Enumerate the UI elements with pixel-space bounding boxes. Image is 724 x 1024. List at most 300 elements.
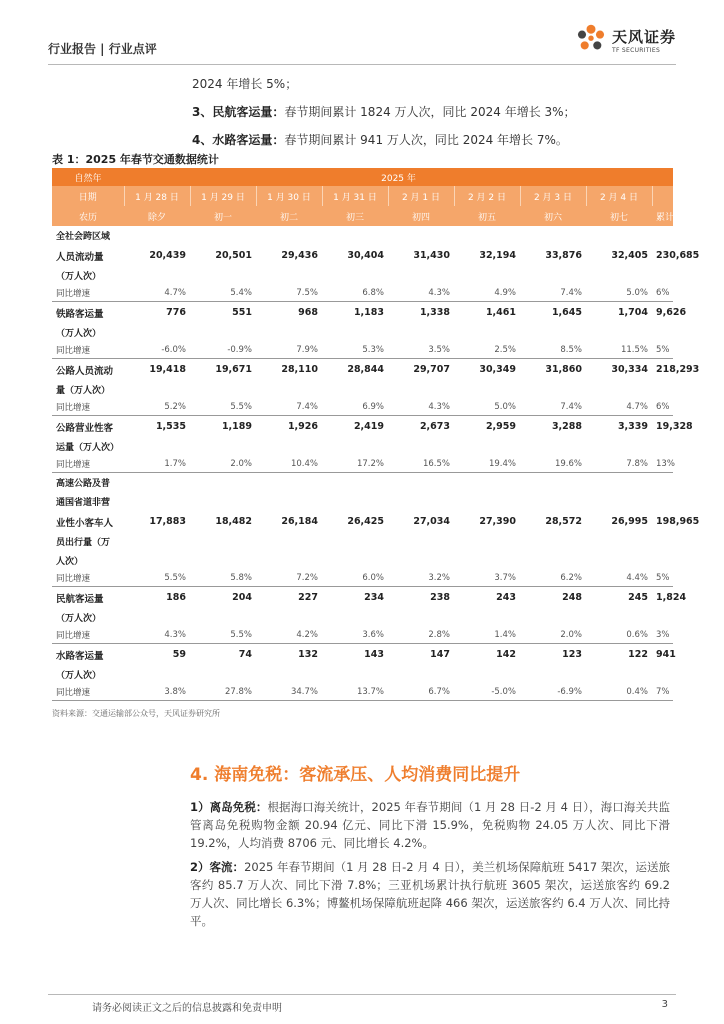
value-cell: 74 bbox=[238, 649, 252, 660]
yoy-cell: 7.4% bbox=[520, 399, 586, 416]
empty-cell bbox=[256, 532, 322, 551]
item3-text: 春节期间累计 1824 万人次，同比 2024 年增长 3%； bbox=[284, 105, 576, 119]
yoy-label: 同比增速 bbox=[52, 684, 124, 701]
value-cell: 968 bbox=[298, 307, 318, 318]
empty-cell bbox=[520, 551, 586, 570]
value-cell: 26,184 bbox=[281, 516, 318, 527]
yoy-cell: 7.5% bbox=[256, 285, 322, 302]
yoy-cell: -5.0% bbox=[454, 684, 520, 701]
table-row-yoy bbox=[52, 456, 673, 473]
header-divider bbox=[48, 64, 676, 65]
row-label: 业性小客车人 bbox=[56, 517, 114, 529]
empty-cell bbox=[520, 380, 586, 399]
value-cell: 9,626 bbox=[656, 307, 687, 318]
yoy-cell: 6% bbox=[652, 285, 673, 302]
header-cell: 1 月 28 日 bbox=[124, 186, 190, 206]
empty-cell bbox=[124, 492, 190, 511]
yoy-cell: 10.4% bbox=[256, 456, 322, 473]
yoy-cell: 5.5% bbox=[124, 570, 190, 587]
yoy-label: 同比增速 bbox=[52, 570, 124, 587]
yoy-cell: 19.4% bbox=[454, 456, 520, 473]
table-row-label bbox=[52, 665, 673, 684]
empty-cell bbox=[322, 551, 388, 570]
value-cell: 551 bbox=[232, 307, 252, 318]
header-cell: 初五 bbox=[454, 206, 520, 226]
empty-cell bbox=[190, 226, 256, 245]
empty-cell bbox=[190, 437, 256, 456]
value-cell: 18,482 bbox=[215, 516, 252, 527]
row-label: 人员流动量 bbox=[56, 251, 104, 263]
intro-line-3 bbox=[192, 98, 576, 126]
company-logo bbox=[573, 22, 676, 58]
yoy-cell: 0.6% bbox=[586, 627, 652, 644]
empty-cell bbox=[256, 323, 322, 342]
empty-cell bbox=[322, 437, 388, 456]
row-label: 人次） bbox=[56, 557, 84, 567]
table-header-lunar bbox=[52, 206, 673, 226]
yoy-cell: 6.2% bbox=[520, 570, 586, 587]
table-title: 表 1：2025 年春节交通数据统计 bbox=[52, 153, 219, 166]
empty-cell bbox=[124, 532, 190, 551]
yoy-cell: 3% bbox=[652, 627, 673, 644]
value-cell: 1,183 bbox=[353, 307, 384, 318]
empty-cell bbox=[586, 532, 652, 551]
yoy-cell: 1.4% bbox=[454, 627, 520, 644]
empty-cell bbox=[454, 266, 520, 285]
row-label: 运量（万人次） bbox=[56, 443, 120, 453]
value-cell: 123 bbox=[562, 649, 582, 660]
yoy-cell: 5.4% bbox=[190, 285, 256, 302]
yoy-cell: 5.3% bbox=[322, 342, 388, 359]
empty-cell bbox=[190, 473, 256, 493]
yoy-cell: 3.5% bbox=[388, 342, 454, 359]
yoy-cell: 11.5% bbox=[586, 342, 652, 359]
empty-cell bbox=[322, 492, 388, 511]
footer-divider bbox=[48, 994, 676, 995]
intro-line-4 bbox=[192, 126, 576, 154]
value-cell: 941 bbox=[656, 649, 676, 660]
empty-cell bbox=[652, 380, 673, 399]
empty-cell bbox=[520, 665, 586, 684]
table-row-label bbox=[52, 608, 673, 627]
empty-cell bbox=[256, 473, 322, 493]
empty-cell bbox=[520, 266, 586, 285]
row-label: 高速公路及普 bbox=[56, 479, 111, 489]
value-cell: 198,965 bbox=[656, 516, 700, 527]
yoy-cell: 6.9% bbox=[322, 399, 388, 416]
table-row bbox=[52, 511, 673, 532]
empty-cell bbox=[652, 608, 673, 627]
header-cell: 除夕 bbox=[124, 206, 190, 226]
yoy-cell: 4.9% bbox=[454, 285, 520, 302]
row-label: （万人次） bbox=[56, 272, 102, 282]
value-cell: 17,883 bbox=[149, 516, 186, 527]
header-cell: 累计 bbox=[652, 206, 673, 226]
yoy-cell: 34.7% bbox=[256, 684, 322, 701]
empty-cell bbox=[454, 665, 520, 684]
yoy-cell: 5% bbox=[652, 570, 673, 587]
value-cell: 238 bbox=[430, 592, 450, 603]
yoy-cell: 2.5% bbox=[454, 342, 520, 359]
empty-cell bbox=[520, 608, 586, 627]
empty-cell bbox=[124, 266, 190, 285]
yoy-cell: 6.0% bbox=[322, 570, 388, 587]
header-cell: 2 月 2 日 bbox=[454, 186, 520, 206]
yoy-cell: -6.0% bbox=[124, 342, 190, 359]
value-cell: 29,436 bbox=[281, 250, 318, 261]
empty-cell bbox=[388, 226, 454, 245]
yoy-cell: 6.7% bbox=[388, 684, 454, 701]
footer-disclaimer: 请务必阅读正文之后的信息披露和免责申明 bbox=[92, 1003, 282, 1014]
value-cell: 28,572 bbox=[545, 516, 582, 527]
table-row bbox=[52, 416, 673, 438]
empty-cell bbox=[322, 323, 388, 342]
para1-text: 根据海口海关统计，2025 年春节期间（1 月 28 日-2 月 4 日），海口海关共监管离岛免税购物金额 20.94 亿元、同比下滑 15.9%，免税购物 24.05 万人次、同比下滑 19.2%，人均消费 8706 元、同比增长 4.2%。 bbox=[190, 800, 670, 850]
empty-cell bbox=[124, 226, 190, 245]
empty-cell bbox=[190, 323, 256, 342]
value-cell: 1,338 bbox=[419, 307, 450, 318]
header-cell: 初二 bbox=[256, 206, 322, 226]
yoy-cell: 5.5% bbox=[190, 399, 256, 416]
empty-cell bbox=[124, 551, 190, 570]
value-cell: 26,995 bbox=[611, 516, 648, 527]
value-cell: 3,339 bbox=[617, 421, 648, 432]
header-cell: 2 月 1 日 bbox=[388, 186, 454, 206]
empty-cell bbox=[124, 437, 190, 456]
yoy-cell: 7.4% bbox=[256, 399, 322, 416]
empty-cell bbox=[586, 665, 652, 684]
header-cell: 农历 bbox=[52, 206, 124, 226]
empty-cell bbox=[190, 665, 256, 684]
table-row-yoy bbox=[52, 285, 673, 302]
empty-cell bbox=[586, 380, 652, 399]
header-cell: 初七 bbox=[586, 206, 652, 226]
value-cell: 20,439 bbox=[149, 250, 186, 261]
empty-cell bbox=[124, 323, 190, 342]
value-cell: 218,293 bbox=[656, 364, 700, 375]
empty-cell bbox=[322, 473, 388, 493]
empty-cell bbox=[520, 473, 586, 493]
empty-cell bbox=[388, 665, 454, 684]
table-row bbox=[52, 644, 673, 666]
row-label: （万人次） bbox=[56, 329, 102, 339]
header-cell: 1 月 31 日 bbox=[322, 186, 388, 206]
header-cell: 自然年 bbox=[52, 168, 124, 186]
empty-cell bbox=[454, 226, 520, 245]
value-cell: 230,685 bbox=[656, 250, 700, 261]
empty-cell bbox=[454, 532, 520, 551]
yoy-cell: 7.8% bbox=[586, 456, 652, 473]
report-category: 行业报告 | 行业点评 bbox=[48, 42, 157, 56]
value-cell: 29,707 bbox=[413, 364, 450, 375]
intro-text bbox=[192, 70, 576, 154]
table-row bbox=[52, 587, 673, 609]
yoy-cell: 19.6% bbox=[520, 456, 586, 473]
value-cell: 19,328 bbox=[656, 421, 693, 432]
header-cell: 日期 bbox=[52, 186, 124, 206]
header-cell-year: 2025 年 bbox=[124, 168, 673, 186]
empty-cell bbox=[652, 492, 673, 511]
empty-cell bbox=[520, 532, 586, 551]
empty-cell bbox=[256, 437, 322, 456]
yoy-cell: 8.5% bbox=[520, 342, 586, 359]
value-cell: 1,189 bbox=[221, 421, 252, 432]
yoy-cell: 3.8% bbox=[124, 684, 190, 701]
empty-cell bbox=[256, 492, 322, 511]
para2-title: 2）客流： bbox=[190, 860, 245, 874]
empty-cell bbox=[652, 551, 673, 570]
page-number: 3 bbox=[661, 999, 668, 1010]
value-cell: 122 bbox=[628, 649, 648, 660]
yoy-cell: 5.0% bbox=[454, 399, 520, 416]
value-cell: 28,844 bbox=[347, 364, 384, 375]
empty-cell bbox=[652, 665, 673, 684]
empty-cell bbox=[322, 226, 388, 245]
row-label: （万人次） bbox=[56, 671, 102, 681]
empty-cell bbox=[454, 608, 520, 627]
value-cell: 20,501 bbox=[215, 250, 252, 261]
value-cell: 2,673 bbox=[419, 421, 450, 432]
item4-text: 春节期间累计 941 万人次，同比 2024 年增长 7%。 bbox=[284, 133, 568, 147]
empty-cell bbox=[652, 532, 673, 551]
value-cell: 27,390 bbox=[479, 516, 516, 527]
empty-cell bbox=[454, 380, 520, 399]
traffic-data-table bbox=[52, 168, 700, 701]
value-cell: 132 bbox=[298, 649, 318, 660]
yoy-cell: 4.2% bbox=[256, 627, 322, 644]
header-cell bbox=[652, 186, 673, 206]
empty-cell bbox=[322, 380, 388, 399]
row-label: 量（万人次） bbox=[56, 386, 111, 396]
empty-cell bbox=[190, 532, 256, 551]
yoy-cell: 3.7% bbox=[454, 570, 520, 587]
header-cell: 1 月 29 日 bbox=[190, 186, 256, 206]
yoy-cell: 6.8% bbox=[322, 285, 388, 302]
empty-cell bbox=[454, 492, 520, 511]
table-row bbox=[52, 359, 673, 381]
table-row-yoy bbox=[52, 399, 673, 416]
table-row bbox=[52, 302, 673, 324]
row-label: 通国省道非营 bbox=[56, 498, 111, 508]
empty-cell bbox=[652, 226, 673, 245]
yoy-cell: 16.5% bbox=[388, 456, 454, 473]
row-label: 公路营业性客 bbox=[56, 422, 114, 434]
header-cell: 1 月 30 日 bbox=[256, 186, 322, 206]
value-cell: 19,671 bbox=[215, 364, 252, 375]
yoy-label: 同比增速 bbox=[52, 456, 124, 473]
value-cell: 776 bbox=[166, 307, 186, 318]
table-row-yoy bbox=[52, 570, 673, 587]
row-label: 公路人员流动 bbox=[56, 365, 114, 377]
paragraph-passenger-flow bbox=[190, 858, 670, 930]
yoy-cell: -6.9% bbox=[520, 684, 586, 701]
section-title: 4. 海南免税：客流承压、人均消费同比提升 bbox=[190, 765, 521, 785]
yoy-label: 同比增速 bbox=[52, 285, 124, 302]
yoy-cell: 5% bbox=[652, 342, 673, 359]
table-row-label bbox=[52, 226, 673, 245]
value-cell: 31,430 bbox=[413, 250, 450, 261]
value-cell: 2,419 bbox=[353, 421, 384, 432]
yoy-cell: 27.8% bbox=[190, 684, 256, 701]
empty-cell bbox=[520, 323, 586, 342]
yoy-cell: 7.2% bbox=[256, 570, 322, 587]
empty-cell bbox=[256, 608, 322, 627]
empty-cell bbox=[190, 266, 256, 285]
yoy-cell: 5.5% bbox=[190, 627, 256, 644]
value-cell: 1,535 bbox=[155, 421, 186, 432]
empty-cell bbox=[388, 492, 454, 511]
table-row-label bbox=[52, 473, 673, 493]
empty-cell bbox=[322, 266, 388, 285]
empty-cell bbox=[322, 608, 388, 627]
table-source: 资料来源：交通运输部公众号，天风证券研究所 bbox=[52, 709, 220, 718]
empty-cell bbox=[586, 608, 652, 627]
item4-title: 4、水路客运量： bbox=[192, 133, 285, 147]
empty-cell bbox=[388, 437, 454, 456]
table-row-label bbox=[52, 266, 673, 285]
table-row-label bbox=[52, 323, 673, 342]
table-row bbox=[52, 245, 673, 266]
empty-cell bbox=[388, 551, 454, 570]
value-cell: 32,405 bbox=[611, 250, 648, 261]
yoy-cell: 3.2% bbox=[388, 570, 454, 587]
empty-cell bbox=[454, 437, 520, 456]
value-cell: 1,645 bbox=[551, 307, 582, 318]
empty-cell bbox=[586, 226, 652, 245]
value-cell: 147 bbox=[430, 649, 450, 660]
empty-cell bbox=[190, 380, 256, 399]
yoy-cell: 4.3% bbox=[388, 285, 454, 302]
table-header-year bbox=[52, 168, 673, 186]
logo-en-text: TF SECURITIES bbox=[611, 47, 661, 54]
empty-cell bbox=[520, 437, 586, 456]
empty-cell bbox=[520, 226, 586, 245]
table-row-yoy bbox=[52, 342, 673, 359]
header-cell: 2 月 4 日 bbox=[586, 186, 652, 206]
yoy-cell: 2.0% bbox=[190, 456, 256, 473]
yoy-label: 同比增速 bbox=[52, 399, 124, 416]
value-cell: 59 bbox=[172, 649, 186, 660]
header-cell: 初四 bbox=[388, 206, 454, 226]
value-cell: 204 bbox=[232, 592, 252, 603]
empty-cell bbox=[586, 492, 652, 511]
value-cell: 27,034 bbox=[413, 516, 450, 527]
empty-cell bbox=[586, 473, 652, 493]
empty-cell bbox=[190, 551, 256, 570]
yoy-cell: 3.6% bbox=[322, 627, 388, 644]
yoy-cell: -0.9% bbox=[190, 342, 256, 359]
empty-cell bbox=[652, 323, 673, 342]
empty-cell bbox=[454, 323, 520, 342]
value-cell: 30,334 bbox=[611, 364, 648, 375]
empty-cell bbox=[388, 380, 454, 399]
empty-cell bbox=[190, 492, 256, 511]
table-row-label bbox=[52, 532, 673, 551]
table-row-yoy bbox=[52, 627, 673, 644]
intro-line-1: 2024 年增长 5%； bbox=[192, 77, 298, 91]
yoy-cell: 4.4% bbox=[586, 570, 652, 587]
value-cell: 227 bbox=[298, 592, 318, 603]
flower-logo-icon bbox=[573, 22, 609, 58]
empty-cell bbox=[652, 473, 673, 493]
yoy-cell: 17.2% bbox=[322, 456, 388, 473]
yoy-cell: 4.3% bbox=[388, 399, 454, 416]
logo-cn-text: 天风证券 bbox=[611, 28, 676, 46]
empty-cell bbox=[454, 551, 520, 570]
para2-text: 2025 年春节期间（1 月 28 日-2 月 4 日），美兰机场保障航班 5417 架次，运送旅客约 85.7 万人次、同比下滑 7.8%；三亚机场累计执行航班 3605 架次，运送旅客约 69.2 万人次、同比增长 6.3%；博鳌机场保障航班起降 466 架次，运送旅客约 6.4 万人次、同比持平。 bbox=[190, 860, 670, 928]
empty-cell bbox=[124, 665, 190, 684]
yoy-cell: 0.4% bbox=[586, 684, 652, 701]
value-cell: 30,404 bbox=[347, 250, 384, 261]
empty-cell bbox=[388, 323, 454, 342]
value-cell: 1,704 bbox=[617, 307, 648, 318]
empty-cell bbox=[586, 266, 652, 285]
empty-cell bbox=[520, 492, 586, 511]
table-row-yoy bbox=[52, 684, 673, 701]
yoy-label: 同比增速 bbox=[52, 627, 124, 644]
empty-cell bbox=[388, 266, 454, 285]
header-cell: 初三 bbox=[322, 206, 388, 226]
empty-cell bbox=[586, 551, 652, 570]
value-cell: 32,194 bbox=[479, 250, 516, 261]
empty-cell bbox=[256, 226, 322, 245]
value-cell: 31,860 bbox=[545, 364, 582, 375]
yoy-cell: 13.7% bbox=[322, 684, 388, 701]
row-label: 全社会跨区域 bbox=[56, 232, 111, 242]
empty-cell bbox=[586, 437, 652, 456]
value-cell: 30,349 bbox=[479, 364, 516, 375]
header-cell: 初一 bbox=[190, 206, 256, 226]
empty-cell bbox=[256, 380, 322, 399]
item3-title: 3、民航客运量： bbox=[192, 105, 285, 119]
table-header-dates bbox=[52, 186, 673, 206]
yoy-cell: 7% bbox=[652, 684, 673, 701]
empty-cell bbox=[124, 608, 190, 627]
value-cell: 1,926 bbox=[287, 421, 318, 432]
value-cell: 245 bbox=[628, 592, 648, 603]
empty-cell bbox=[388, 473, 454, 493]
row-label: 员出行量（万 bbox=[56, 538, 111, 548]
empty-cell bbox=[322, 665, 388, 684]
yoy-cell: 5.2% bbox=[124, 399, 190, 416]
empty-cell bbox=[652, 437, 673, 456]
value-cell: 3,288 bbox=[551, 421, 582, 432]
empty-cell bbox=[454, 473, 520, 493]
paragraph-duty-free bbox=[190, 798, 670, 852]
table-row-label bbox=[52, 380, 673, 399]
row-label: 铁路客运量 bbox=[56, 308, 104, 320]
row-label: （万人次） bbox=[56, 614, 102, 624]
header-cell: 2 月 3 日 bbox=[520, 186, 586, 206]
value-cell: 26,425 bbox=[347, 516, 384, 527]
value-cell: 1,461 bbox=[485, 307, 516, 318]
row-label: 水路客运量 bbox=[56, 650, 104, 662]
value-cell: 1,824 bbox=[656, 592, 687, 603]
empty-cell bbox=[388, 608, 454, 627]
yoy-cell: 13% bbox=[652, 456, 673, 473]
empty-cell bbox=[124, 380, 190, 399]
table-row-label bbox=[52, 551, 673, 570]
header-cell: 初六 bbox=[520, 206, 586, 226]
table-row-label bbox=[52, 437, 673, 456]
empty-cell bbox=[388, 532, 454, 551]
row-label: 民航客运量 bbox=[56, 593, 104, 605]
yoy-cell: 1.7% bbox=[124, 456, 190, 473]
yoy-cell: 4.3% bbox=[124, 627, 190, 644]
value-cell: 19,418 bbox=[149, 364, 186, 375]
yoy-cell: 2.8% bbox=[388, 627, 454, 644]
yoy-cell: 7.4% bbox=[520, 285, 586, 302]
